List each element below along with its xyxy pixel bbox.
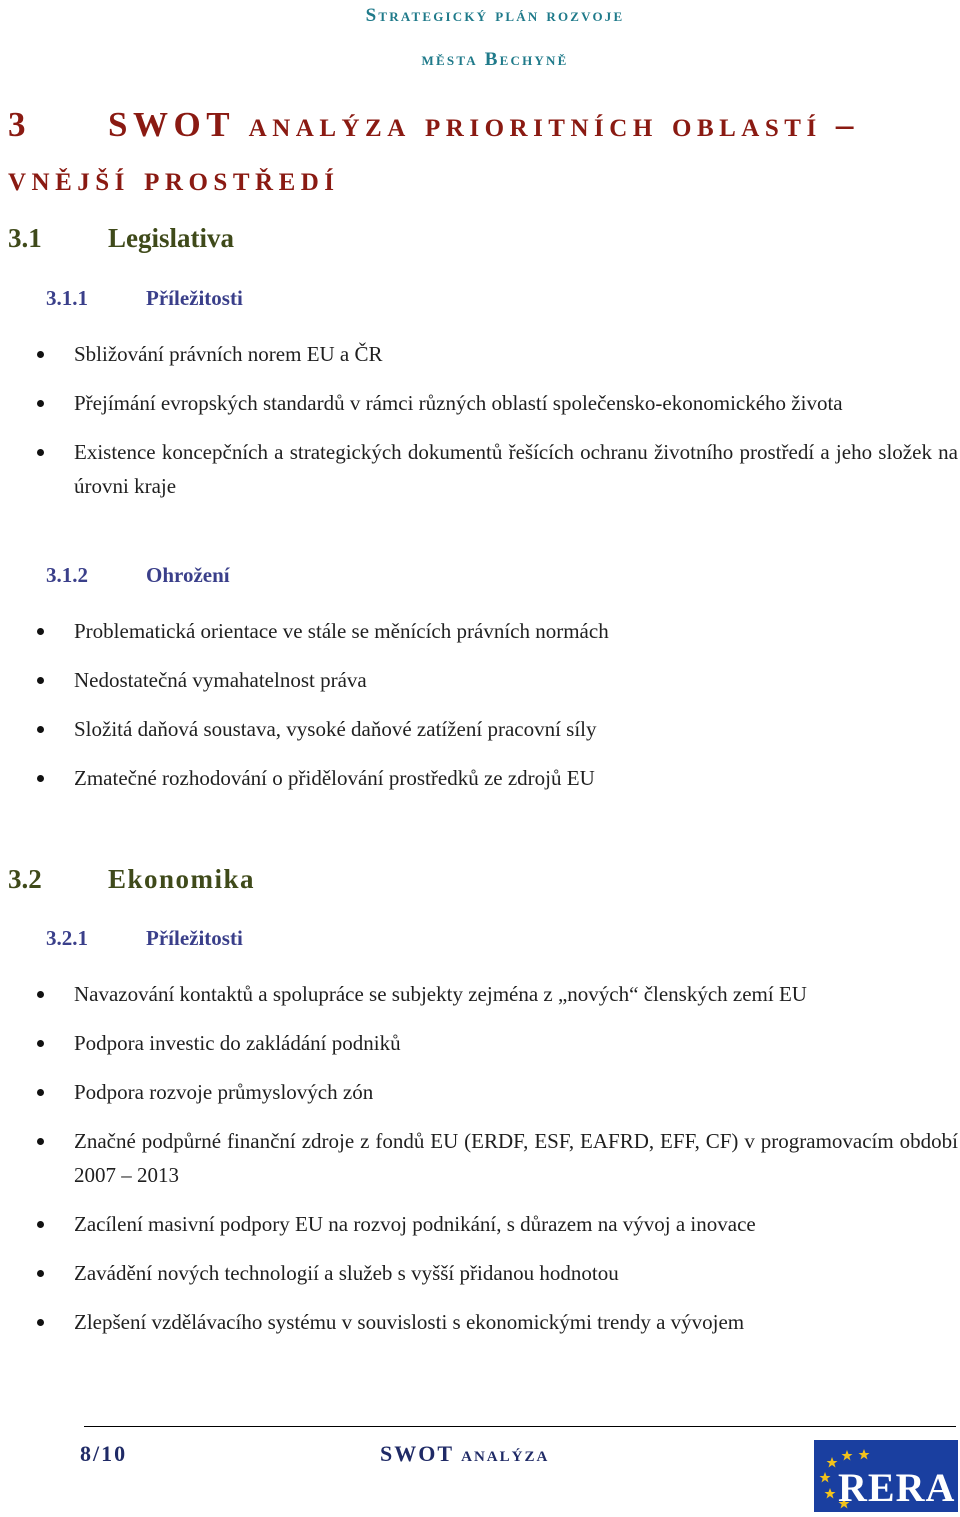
list-item: Podpora investic do zakládání podniků <box>74 1026 958 1060</box>
page-number: 8/10 <box>80 1441 128 1466</box>
list-item: Nedostatečná vymahatelnost práva <box>74 663 958 697</box>
section-title: Legislativa <box>108 223 234 253</box>
subsection-number: 3.1.1 <box>46 286 88 310</box>
list-item: Zavádění nových technologií a služeb s vyšší přidanou hodnotou <box>74 1256 958 1290</box>
list-item: Sbližování právních norem EU a ČR <box>74 337 958 371</box>
footer-divider <box>84 1426 956 1427</box>
subsection-title: Příležitosti <box>146 286 243 310</box>
section-title: Ekonomika <box>108 864 256 894</box>
section-heading-ekonomika <box>8 864 255 895</box>
list-item: Problematická orientace ve stále se měnících právních normách <box>74 614 958 648</box>
chapter-number: 3 <box>8 105 31 144</box>
list-item: Zmatečné rozhodování o přidělování prostředků ze zdrojů EU <box>74 761 958 795</box>
running-header <box>0 4 960 72</box>
list-item: Podpora rozvoje průmyslových zón <box>74 1075 958 1109</box>
bullet-list-legislativa-ohrozeni <box>74 614 958 795</box>
logo-text: RERA <box>838 1465 956 1510</box>
chapter-title: SWOT analýza prioritních oblastí – vnější prostředí <box>8 105 859 198</box>
list-item: Složitá daňová soustava, vysoké daňové zatížení pracovní síly <box>74 712 958 746</box>
bullet-list-legislativa-prilezitosti <box>74 337 958 503</box>
subsection-heading-prilezitosti-ekonomika <box>46 926 243 951</box>
list-item: Navazování kontaktů a spolupráce se subjekty zejména z „nových“ členských zemí EU <box>74 977 958 1011</box>
list-item: Přejímání evropských standardů v rámci různých oblastí společensko-ekonomického života <box>74 386 958 420</box>
header-line-1: Strategický plán rozvoje <box>365 5 625 26</box>
bullet-list-ekonomika-prilezitosti <box>74 977 958 1339</box>
section-heading-legislativa <box>8 223 234 254</box>
list-item: Zacílení masivní podpory EU na rozvoj podnikání, s důrazem na vývoj a inovace <box>74 1207 958 1241</box>
section-number: 3.2 <box>8 864 42 894</box>
subsection-heading-prilezitosti <box>46 286 243 311</box>
subsection-title: Příležitosti <box>146 926 243 950</box>
list-item: Zlepšení vzdělávacího systému v souvislosti s ekonomickými trendy a vývojem <box>74 1305 958 1339</box>
subsection-number: 3.1.2 <box>46 563 88 587</box>
footer-title: SWOT analýza <box>380 1441 550 1466</box>
subsection-heading-ohrozeni <box>46 563 230 588</box>
section-number: 3.1 <box>8 223 42 253</box>
chapter-heading <box>8 98 953 206</box>
header-line-2: města Bechyně <box>421 49 569 70</box>
subsection-number: 3.2.1 <box>46 926 88 950</box>
list-item: Značné podpůrné finanční zdroje z fondů EU (ERDF, ESF, EAFRD, EFF, CF) v programovacím období 2007 – 2013 <box>74 1124 958 1192</box>
list-item: Existence koncepčních a strategických dokumentů řešících ochranu životního prostředí a jeho složek na úrovni kraje <box>74 435 958 503</box>
subsection-title: Ohrožení <box>146 563 230 587</box>
